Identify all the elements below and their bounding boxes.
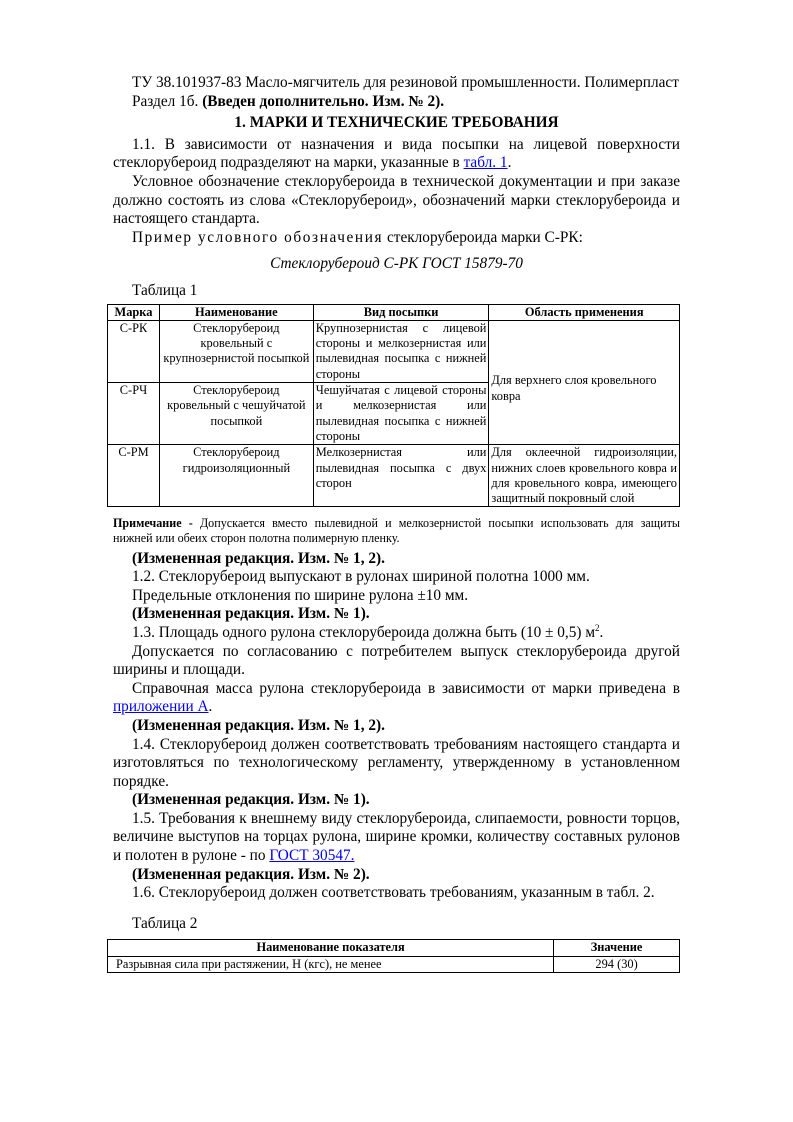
table-1-cell-mark: С-РК [108,320,160,382]
table-1-cell-name: Стеклорубероид гидроизоляционный [159,445,313,507]
document-page [113,74,680,973]
table-1-cell-name: Стеклорубероид кровельный с крупнозернистой посыпкой [159,320,313,382]
section-title: 1. МАРКИ И ТЕХНИЧЕСКИЕ ТРЕБОВАНИЯ [234,114,559,132]
intro-line-1: ТУ 38.101937-83 Масло-мягчитель для резиновой промышленности. Полимерпласт [132,74,679,91]
designation-formula: Стеклорубероид С-РК ГОСТ 15879-70 [270,255,523,273]
table-1 [107,304,680,508]
superscript-2: 2 [595,622,600,633]
paragraph-1-3-other: Допускается по согласованию с потребителем выпуск стеклорубероида другой ширины и площади. [113,642,680,679]
table-2-cell-value: 294 (30) [554,956,680,972]
table-1-header-row [108,304,680,320]
table-1-cell-name: Стеклорубероид кровельный с чешуйчатой посыпкой [159,383,313,445]
table-row [108,445,680,507]
revision-note: (Измененная редакция. Изм. № 1, 2). [132,716,385,734]
note-text: Допускается вместо пылевидной и мелкозернистой посыпки использовать для защиты нижней или обеих сторон полотна полимерную пленку. [113,516,680,545]
revision-note: (Измененная редакция. Изм. № 1, 2). [132,549,385,567]
paragraph-1-3-text: 1.3. Площадь одного рулона стеклорубероида должна быть (10 ± 0,5) м [132,623,595,641]
paragraph-1-1-end: . [507,154,512,172]
example-spaced-text: Пример условного обозначения [132,228,384,246]
appendix-a-link[interactable]: приложении А [113,698,209,716]
table-1-header-mark: Марка [108,304,160,320]
paragraph-1-1-text: 1.1. В зависимости от назначения и вида посыпки на лицевой поверхности стеклорубероид подразделяют на марки, указанные в [113,135,680,172]
revision-note: (Измененная редакция. Изм. № 1). [132,605,370,623]
table-row [108,956,680,972]
table-1-header-area: Область применения [489,304,680,320]
table-1-cell-mark: С-РЧ [108,383,160,445]
revision-note: (Измененная редакция. Изм. № 1). [132,791,370,809]
table-2-header-name: Наименование показателя [108,940,554,956]
table-1-link[interactable]: табл. 1 [463,154,508,172]
table-row [108,320,680,382]
paragraph-designation: Условное обозначение стеклорубероида в технической документации и при заказе должно состоять из слова «Стеклорубероид», обозначений марки стеклорубероида и настоящего стандарта. [113,172,680,228]
intro-line-2-bold: (Введен дополнительно. Изм. № 2). [202,92,445,110]
paragraph-1-3-mass [113,680,680,717]
paragraph-1-5 [113,810,680,866]
table-1-cell-area: Для оклеечной гидроизоляции, нижних слоев кровельного ковра и для кровельного ковра, имеющего защитный покровный слой [489,445,680,507]
paragraph-1-3 [113,624,680,643]
paragraph-1-2-tolerance: Предельные отклонения по ширине рулона ±10 мм. [132,586,469,604]
table-1-cell-area-merged: Для верхнего слоя кровельного ковра [489,320,680,444]
table-1-cell-type: Чешуйчатая с лицевой стороны и мелкозернистая или пылевидная посыпка с нижней стороны [313,383,489,445]
paragraph-1-5-text: 1.5. Требования к внешнему виду стеклорубероида, слипаемости, ровности торцов, величине выступов на торцах рулона, ширине кромки, количеству составных рулонов и полотен в рулоне - по [113,809,680,865]
table-1-caption: Таблица 1 [132,281,198,299]
table-2-caption: Таблица 2 [132,914,198,932]
table-1-header-name: Наименование [159,304,313,320]
paragraph-1-3-mass-text: Справочная масса рулона стеклорубероида в зависимости от марки приведена в [132,679,680,697]
intro-line-2-text: Раздел 1б. [132,92,203,110]
table-1-cell-type: Мелкозернистая или пылевидная посыпка с двух сторон [313,445,489,507]
paragraph-1-6: 1.6. Стеклорубероид должен соответствовать требованиям, указанным в табл. 2. [132,884,655,902]
paragraph-1-3-end: . [599,623,604,641]
paragraph-1-1 [113,136,680,173]
table-2-header-value: Значение [554,940,680,956]
paragraph-1-2: 1.2. Стеклорубероид выпускают в рулонах шириной полотна 1000 мм. [132,568,590,586]
gost-30547-link[interactable]: ГОСТ 30547. [269,847,355,865]
table-1-header-type: Вид посыпки [313,304,489,320]
revision-note: (Измененная редакция. Изм. № 2). [132,865,370,883]
paragraph-1-4: 1.4. Стеклорубероид должен соответствовать требованиям настоящего стандарта и изготовляться по технологическому регламенту, утвержденному в установленном порядке. [113,735,680,790]
example-rest-text: стеклорубероида марки С-РК: [383,228,583,246]
table-1-cell-type: Крупнозернистая с лицевой стороны и мелкозернистая или пылевидная посыпка с нижней стороны [313,320,489,382]
table-2 [107,939,680,973]
intro-line-2 [113,93,680,112]
paragraph-1-3-mass-end: . [208,698,213,716]
table-1-note [113,516,680,545]
table-1-cell-mark: С-РМ [108,445,160,507]
table-2-header-row [108,940,680,956]
paragraph-example [113,229,680,248]
note-label: Примечание - [113,516,200,531]
table-2-cell-name: Разрывная сила при растяжении, Н (кгс), не менее [108,956,554,972]
